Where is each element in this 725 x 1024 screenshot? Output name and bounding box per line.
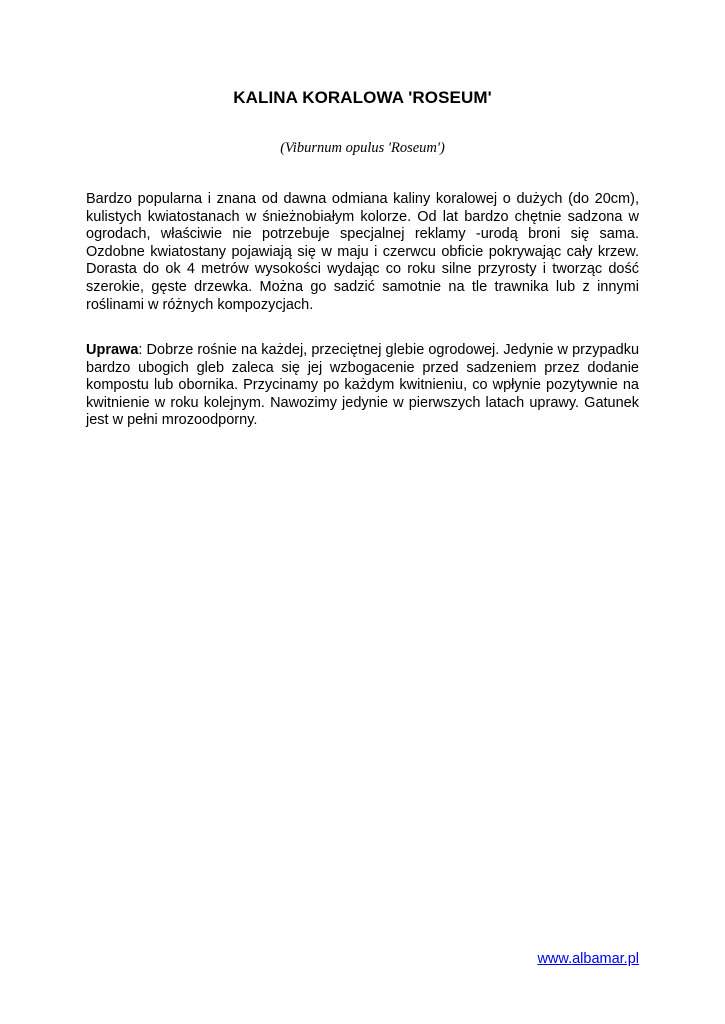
cultivation-separator: : [138,342,147,358]
page-title: KALINA KORALOWA 'ROSEUM' [233,88,492,107]
cultivation-label: Uprawa [86,342,139,358]
website-link[interactable]: www.albamar.pl [537,951,639,967]
cultivation-paragraph [86,342,639,430]
description-paragraph: Bardzo popularna i znana od dawna odmiana kaliny koralowej o dużych (do 20cm), kulistych kwiatostanach w śnieżnobiałym kolorze. Od lat bardzo chętnie sadzona w ogrodach, właściwie nie potrzebuje specjalnej reklamy -urodą broni się sama. Ozdobne kwiatostany pojawiają się w maju i czerwcu obficie pokrywając cały krzew. Dorasta do ok 4 metrów wysokości wydając co roku silne przyrosty i tworząc dość szerokie, gęste drzewka. Można go sadzić samotnie na tle trawnika lub z innymi roślinami w różnych kompozycjach. [86,191,639,313]
latin-name-subtitle: (Viburnum opulus 'Roseum') [280,140,445,156]
cultivation-text: Dobrze rośnie na każdej, przeciętnej glebie ogrodowej. Jedynie w przypadku bardzo ubogich gleb zaleca się jej wzbogacenie przed sadzeniem przez dodanie kompostu lub obornika. Przycinamy po każdym kwitnieniu, co wpłynie pozytywnie na kwitnienie w roku kolejnym. Nawozimy jedynie w pierwszych latach uprawy. Gatunek jest w pełni mrozoodporny. [86,342,640,429]
